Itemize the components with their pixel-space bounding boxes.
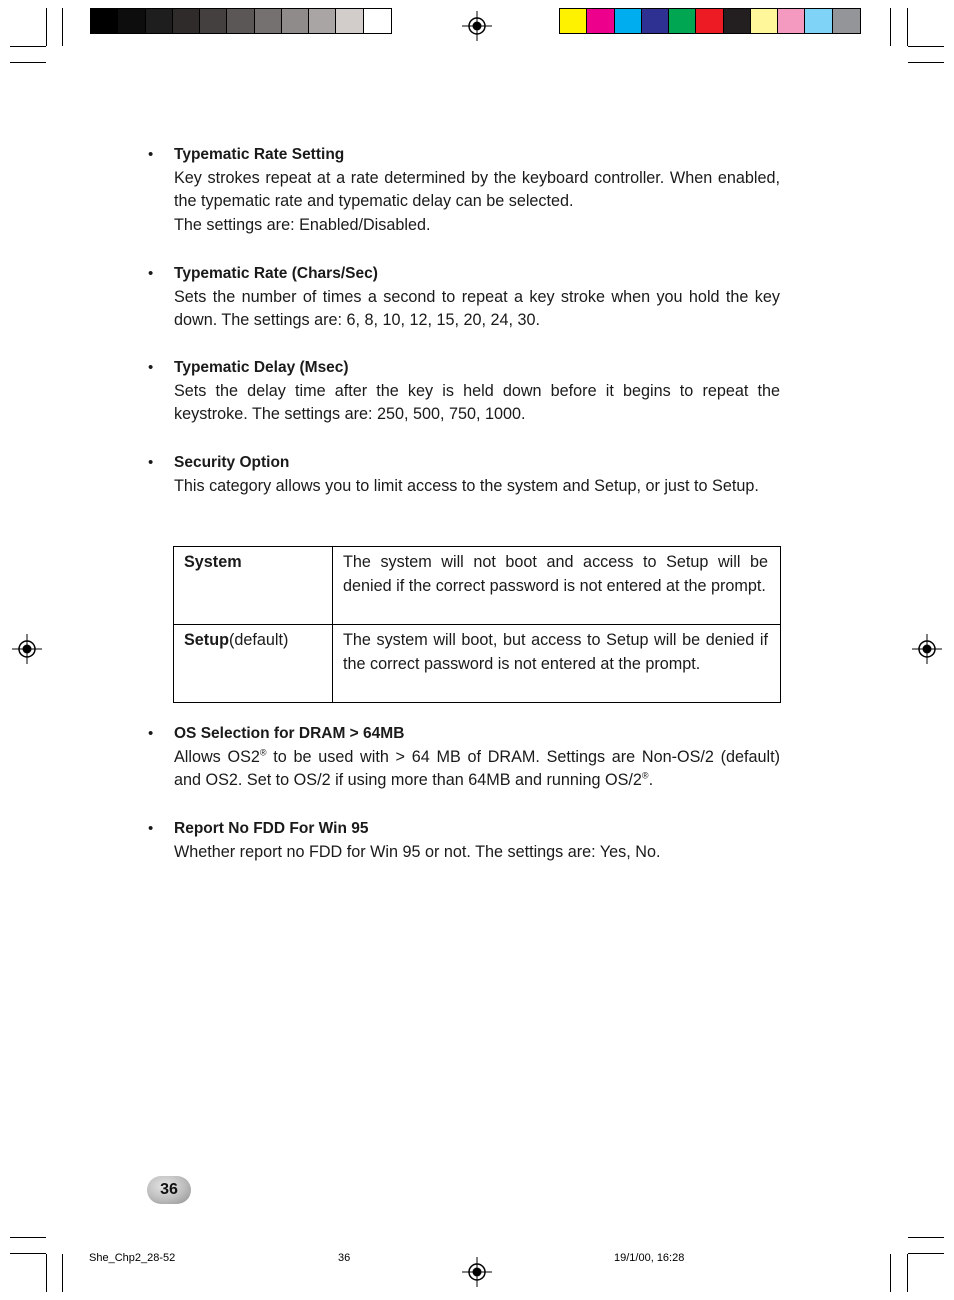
section-typematic-rate bbox=[148, 262, 780, 333]
color-swatch bbox=[173, 9, 200, 33]
option-name: Setup bbox=[184, 631, 229, 649]
paragraph-line: The settings are: Enabled/Disabled. bbox=[174, 215, 431, 234]
color-swatch bbox=[118, 9, 145, 33]
crop-mark bbox=[908, 46, 944, 47]
color-swatch bbox=[255, 9, 282, 33]
paragraph-line: Sets the number of times a second to repeat a key stroke when you hold the key down. The settings are: 6, 8, 10, 12, 15, 20, 24, 30. bbox=[174, 287, 780, 330]
section-heading: Security Option bbox=[174, 454, 290, 471]
section-paragraph bbox=[174, 475, 780, 499]
color-swatch bbox=[282, 9, 309, 33]
bullet-icon: • bbox=[148, 725, 154, 742]
section-paragraph bbox=[174, 746, 780, 793]
section-typematic-rate-setting bbox=[148, 143, 780, 237]
registration-mark-icon bbox=[462, 11, 492, 41]
slug-page: 36 bbox=[338, 1252, 351, 1264]
crop-mark bbox=[907, 8, 908, 46]
paragraph-text: . bbox=[648, 771, 654, 790]
bullet-icon: • bbox=[148, 359, 154, 376]
crop-mark bbox=[62, 8, 63, 46]
registration-mark-icon bbox=[462, 1257, 492, 1287]
color-swatch bbox=[805, 9, 832, 33]
registration-mark-icon bbox=[12, 634, 42, 664]
table-cell-description: The system will boot, but access to Setup will be denied if the correct password is not entered at the prompt. bbox=[333, 625, 781, 703]
section-paragraph bbox=[174, 286, 780, 333]
section-heading: Report No FDD For Win 95 bbox=[174, 820, 369, 837]
security-option-table bbox=[173, 546, 781, 703]
registered-mark: ® bbox=[259, 747, 267, 758]
color-swatch bbox=[146, 9, 173, 33]
bullet-icon: • bbox=[148, 265, 154, 282]
section-heading: Typematic Rate Setting bbox=[174, 146, 345, 163]
table-cell-description: The system will not boot and access to Setup will be denied if the correct password is not entered at the prompt. bbox=[333, 547, 781, 625]
paragraph-line: Sets the delay time after the key is held down before it begins to repeat the keystroke. The settings are: 250, 500, 750, 1000. bbox=[174, 381, 780, 424]
section-heading: OS Selection for DRAM > 64MB bbox=[174, 725, 405, 742]
section-paragraph bbox=[174, 380, 780, 427]
option-suffix: (default) bbox=[228, 631, 289, 649]
color-swatch bbox=[642, 9, 669, 33]
table-cell-option bbox=[174, 625, 333, 703]
crop-mark bbox=[907, 1254, 908, 1292]
registered-mark: ® bbox=[641, 770, 649, 781]
color-swatch bbox=[91, 9, 118, 33]
option-name: System bbox=[184, 553, 242, 571]
bullet-icon: • bbox=[148, 146, 154, 163]
section-heading: Typematic Rate (Chars/Sec) bbox=[174, 265, 378, 282]
crop-mark bbox=[10, 62, 46, 63]
section-security-option bbox=[148, 451, 780, 498]
color-swatch bbox=[336, 9, 363, 33]
paragraph-text: to be used with > 64 MB of DRAM. Settings are Non-OS/2 (default) and OS2. Set to OS/2 if using more than 64MB and running OS/2 bbox=[174, 747, 780, 790]
section-report-no-fdd bbox=[148, 817, 780, 864]
color-swatch bbox=[778, 9, 805, 33]
crop-mark bbox=[908, 62, 944, 63]
registration-mark-icon bbox=[912, 634, 942, 664]
crop-mark bbox=[10, 1253, 46, 1254]
slug-filename: She_Chp2_28-52 bbox=[89, 1252, 176, 1264]
color-swatch bbox=[751, 9, 778, 33]
section-heading: Typematic Delay (Msec) bbox=[174, 359, 349, 376]
color-swatch bbox=[227, 9, 254, 33]
table-cell-option bbox=[174, 547, 333, 625]
crop-mark bbox=[46, 1254, 47, 1292]
color-swatch bbox=[833, 9, 860, 33]
page-number-badge: 36 bbox=[147, 1176, 191, 1204]
section-paragraph bbox=[174, 167, 780, 238]
grayscale-calibration-bar bbox=[90, 8, 392, 34]
section-os-selection bbox=[148, 722, 780, 793]
bullet-icon: • bbox=[148, 454, 154, 471]
color-swatch bbox=[364, 9, 391, 33]
color-swatch bbox=[724, 9, 751, 33]
section-paragraph bbox=[174, 841, 780, 865]
crop-mark bbox=[908, 1237, 944, 1238]
crop-mark bbox=[908, 1253, 944, 1254]
color-swatch bbox=[696, 9, 723, 33]
color-swatch bbox=[560, 9, 587, 33]
crop-mark bbox=[890, 8, 891, 46]
section-typematic-delay bbox=[148, 356, 780, 427]
crop-mark bbox=[10, 1237, 46, 1238]
paragraph-line: Key strokes repeat at a rate determined by the keyboard controller. When enabled, the typematic rate and typematic delay can be selected. bbox=[174, 168, 780, 211]
crop-mark bbox=[10, 46, 46, 47]
table-row bbox=[174, 625, 781, 703]
bullet-icon: • bbox=[148, 820, 154, 837]
paragraph-line: Whether report no FDD for Win 95 or not. The settings are: Yes, No. bbox=[174, 842, 661, 861]
color-swatch bbox=[615, 9, 642, 33]
crop-mark bbox=[890, 1254, 891, 1292]
crop-mark bbox=[62, 1254, 63, 1292]
paragraph-text: Allows OS2 bbox=[174, 747, 260, 766]
color-calibration-bar bbox=[559, 8, 861, 34]
slug-date: 19/1/00, 16:28 bbox=[614, 1252, 685, 1264]
color-swatch bbox=[587, 9, 614, 33]
paragraph-line: This category allows you to limit access to the system and Setup, or just to Setup. bbox=[174, 476, 759, 495]
color-swatch bbox=[200, 9, 227, 33]
color-swatch bbox=[669, 9, 696, 33]
table-row bbox=[174, 547, 781, 625]
crop-mark bbox=[46, 8, 47, 46]
color-swatch bbox=[309, 9, 336, 33]
